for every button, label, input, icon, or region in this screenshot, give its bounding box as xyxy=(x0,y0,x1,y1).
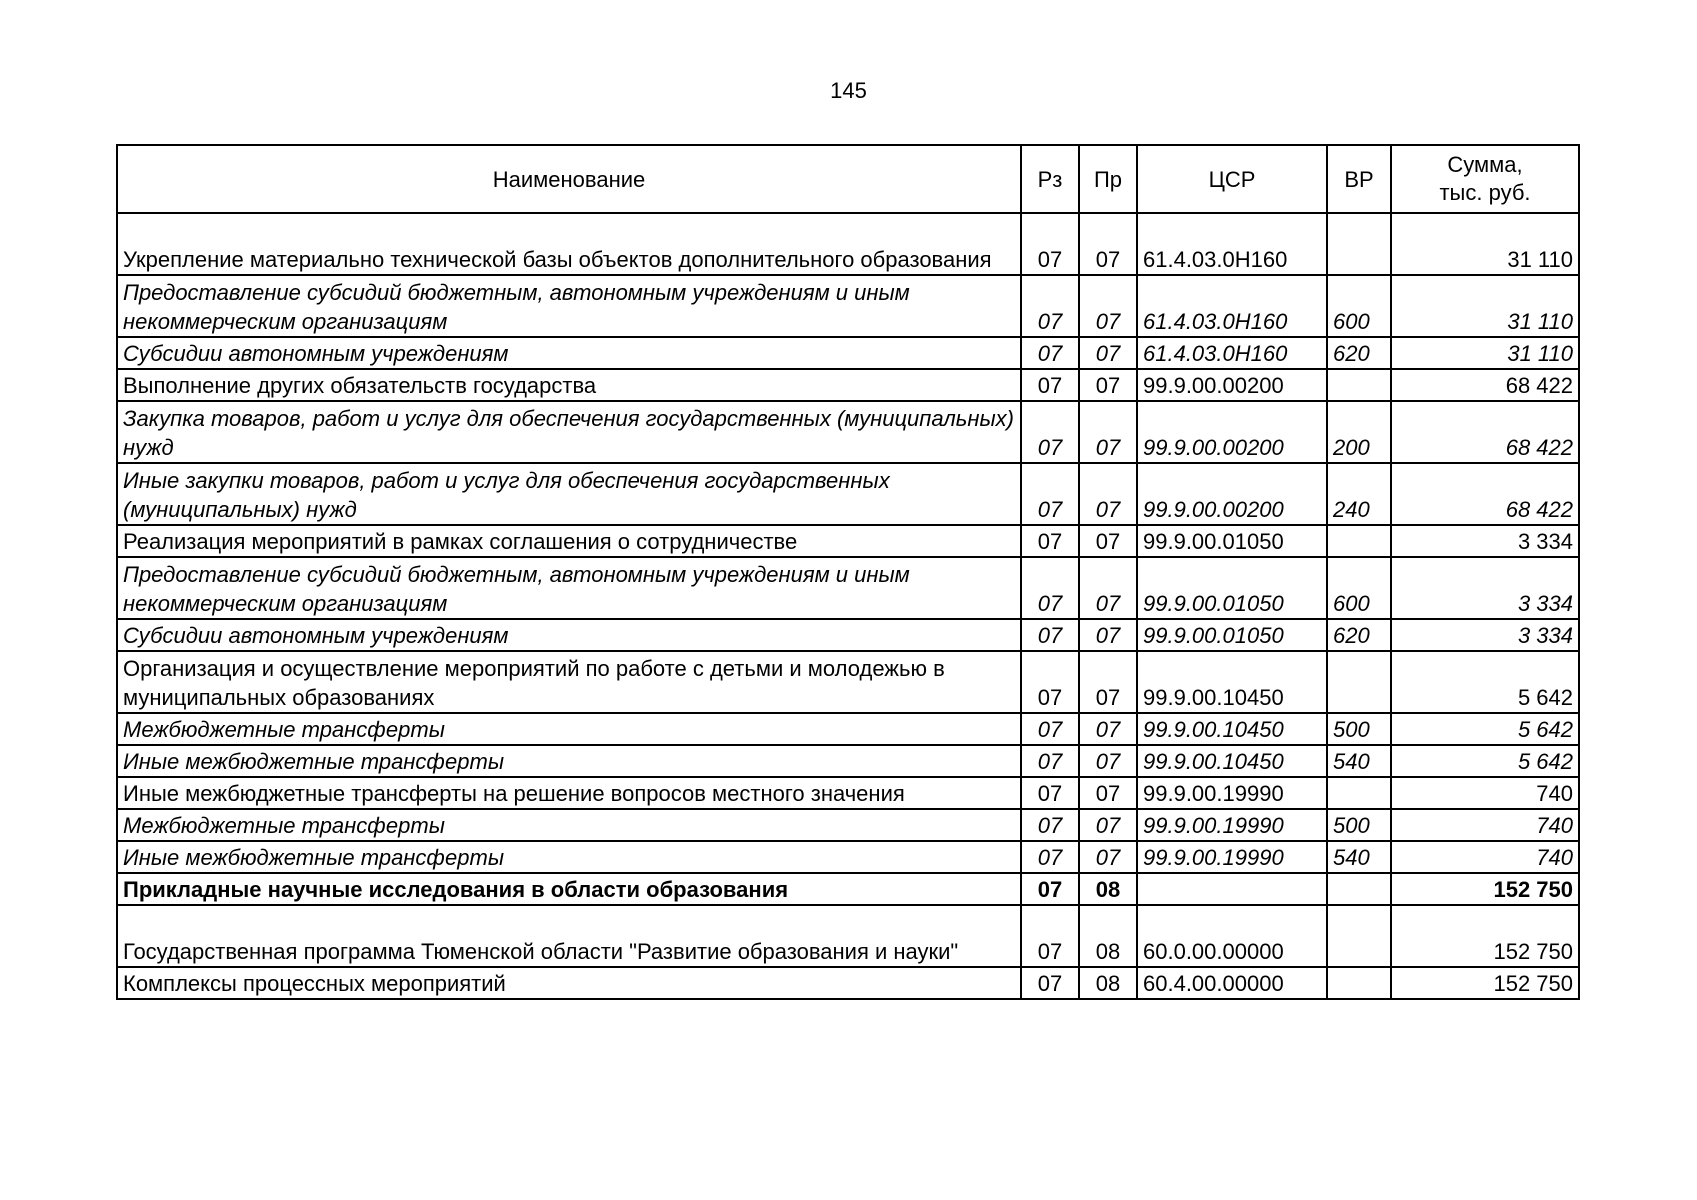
table-row xyxy=(117,619,1579,651)
cell-sum: 5 642 xyxy=(1391,713,1579,745)
cell-sum: 3 334 xyxy=(1391,525,1579,557)
cell-rz: 07 xyxy=(1021,651,1079,713)
cell-csr: 99.9.00.00200 xyxy=(1137,463,1327,525)
cell-csr: 99.9.00.01050 xyxy=(1137,619,1327,651)
cell-csr: 99.9.00.10450 xyxy=(1137,651,1327,713)
cell-vr xyxy=(1327,525,1391,557)
cell-rz: 07 xyxy=(1021,213,1079,275)
cell-name: Прикладные научные исследования в области образования xyxy=(117,873,1021,905)
cell-pr: 07 xyxy=(1079,619,1137,651)
cell-pr: 08 xyxy=(1079,905,1137,967)
cell-rz: 07 xyxy=(1021,275,1079,337)
cell-csr: 99.9.00.19990 xyxy=(1137,777,1327,809)
cell-vr xyxy=(1327,213,1391,275)
cell-pr: 07 xyxy=(1079,557,1137,619)
cell-rz: 07 xyxy=(1021,713,1079,745)
cell-pr: 07 xyxy=(1079,841,1137,873)
cell-sum: 152 750 xyxy=(1391,905,1579,967)
cell-csr: 99.9.00.19990 xyxy=(1137,841,1327,873)
table-header-row xyxy=(117,145,1579,213)
cell-rz: 07 xyxy=(1021,967,1079,999)
cell-name: Иные межбюджетные трансферты xyxy=(117,745,1021,777)
cell-sum: 68 422 xyxy=(1391,401,1579,463)
cell-rz: 07 xyxy=(1021,525,1079,557)
cell-csr: 60.4.00.00000 xyxy=(1137,967,1327,999)
cell-csr: 61.4.03.0Н160 xyxy=(1137,213,1327,275)
header-rz: Рз xyxy=(1021,145,1079,213)
header-vr: ВР xyxy=(1327,145,1391,213)
cell-name: Субсидии автономным учреждениям xyxy=(117,619,1021,651)
cell-name: Иные закупки товаров, работ и услуг для обеспечения государственных (муниципальных) нужд xyxy=(117,463,1021,525)
cell-vr xyxy=(1327,873,1391,905)
cell-vr: 620 xyxy=(1327,337,1391,369)
cell-pr: 07 xyxy=(1079,275,1137,337)
table-row xyxy=(117,713,1579,745)
cell-pr: 07 xyxy=(1079,809,1137,841)
cell-pr: 07 xyxy=(1079,713,1137,745)
cell-rz: 07 xyxy=(1021,463,1079,525)
cell-sum: 68 422 xyxy=(1391,463,1579,525)
cell-name: Государственная программа Тюменской области "Развитие образования и науки" xyxy=(117,905,1021,967)
cell-pr: 07 xyxy=(1079,777,1137,809)
cell-sum: 5 642 xyxy=(1391,651,1579,713)
table-row xyxy=(117,841,1579,873)
cell-pr: 07 xyxy=(1079,525,1137,557)
cell-sum: 740 xyxy=(1391,809,1579,841)
cell-sum: 31 110 xyxy=(1391,337,1579,369)
cell-name: Укрепление материально технической базы объектов дополнительного образования xyxy=(117,213,1021,275)
cell-rz: 07 xyxy=(1021,401,1079,463)
table-row xyxy=(117,463,1579,525)
cell-sum: 740 xyxy=(1391,777,1579,809)
page-number: 145 xyxy=(830,78,867,103)
table-row xyxy=(117,337,1579,369)
cell-rz: 07 xyxy=(1021,745,1079,777)
table-row xyxy=(117,557,1579,619)
cell-csr: 99.9.00.00200 xyxy=(1137,369,1327,401)
cell-pr: 07 xyxy=(1079,651,1137,713)
cell-csr: 61.4.03.0Н160 xyxy=(1137,337,1327,369)
table-row xyxy=(117,213,1579,275)
header-pr: Пр xyxy=(1079,145,1137,213)
cell-sum: 3 334 xyxy=(1391,557,1579,619)
cell-sum: 68 422 xyxy=(1391,369,1579,401)
cell-pr: 07 xyxy=(1079,369,1137,401)
cell-sum: 740 xyxy=(1391,841,1579,873)
cell-rz: 07 xyxy=(1021,337,1079,369)
cell-sum: 152 750 xyxy=(1391,873,1579,905)
cell-name: Выполнение других обязательств государства xyxy=(117,369,1021,401)
cell-name: Межбюджетные трансферты xyxy=(117,713,1021,745)
cell-name: Предоставление субсидий бюджетным, автономным учреждениям и иным некоммерческим организациям xyxy=(117,557,1021,619)
cell-csr: 99.9.00.10450 xyxy=(1137,745,1327,777)
cell-csr: 99.9.00.00200 xyxy=(1137,401,1327,463)
cell-vr: 540 xyxy=(1327,841,1391,873)
cell-vr xyxy=(1327,905,1391,967)
cell-rz: 07 xyxy=(1021,905,1079,967)
header-sum: Сумма, тыс. руб. xyxy=(1391,145,1579,213)
cell-pr: 07 xyxy=(1079,337,1137,369)
cell-name: Субсидии автономным учреждениям xyxy=(117,337,1021,369)
cell-name: Предоставление субсидий бюджетным, автономным учреждениям и иным некоммерческим организациям xyxy=(117,275,1021,337)
cell-csr: 99.9.00.19990 xyxy=(1137,809,1327,841)
cell-rz: 07 xyxy=(1021,619,1079,651)
cell-csr xyxy=(1137,873,1327,905)
cell-rz: 07 xyxy=(1021,809,1079,841)
cell-vr xyxy=(1327,777,1391,809)
cell-vr: 200 xyxy=(1327,401,1391,463)
cell-name: Иные межбюджетные трансферты на решение вопросов местного значения xyxy=(117,777,1021,809)
table-row xyxy=(117,777,1579,809)
cell-vr xyxy=(1327,369,1391,401)
cell-pr: 07 xyxy=(1079,463,1137,525)
cell-vr: 600 xyxy=(1327,275,1391,337)
budget-table xyxy=(116,144,1580,1000)
cell-rz: 07 xyxy=(1021,369,1079,401)
cell-pr: 07 xyxy=(1079,401,1137,463)
cell-sum: 31 110 xyxy=(1391,275,1579,337)
cell-sum: 152 750 xyxy=(1391,967,1579,999)
cell-pr: 07 xyxy=(1079,745,1137,777)
cell-vr xyxy=(1327,967,1391,999)
cell-vr: 600 xyxy=(1327,557,1391,619)
table-row xyxy=(117,275,1579,337)
header-csr: ЦСР xyxy=(1137,145,1327,213)
cell-rz: 07 xyxy=(1021,777,1079,809)
cell-vr xyxy=(1327,651,1391,713)
cell-name: Иные межбюджетные трансферты xyxy=(117,841,1021,873)
cell-sum: 31 110 xyxy=(1391,213,1579,275)
cell-pr: 08 xyxy=(1079,873,1137,905)
cell-vr: 240 xyxy=(1327,463,1391,525)
cell-csr: 60.0.00.00000 xyxy=(1137,905,1327,967)
cell-rz: 07 xyxy=(1021,841,1079,873)
table-row xyxy=(117,401,1579,463)
table-body xyxy=(117,213,1579,999)
table-row xyxy=(117,905,1579,967)
cell-sum: 5 642 xyxy=(1391,745,1579,777)
cell-pr: 08 xyxy=(1079,967,1137,999)
cell-name: Закупка товаров, работ и услуг для обеспечения государственных (муниципальных) нужд xyxy=(117,401,1021,463)
table-row xyxy=(117,525,1579,557)
cell-name: Межбюджетные трансферты xyxy=(117,809,1021,841)
cell-sum: 3 334 xyxy=(1391,619,1579,651)
table-row xyxy=(117,809,1579,841)
cell-vr: 500 xyxy=(1327,713,1391,745)
table-row xyxy=(117,873,1579,905)
table-row xyxy=(117,745,1579,777)
table-row xyxy=(117,967,1579,999)
cell-vr: 540 xyxy=(1327,745,1391,777)
cell-vr: 620 xyxy=(1327,619,1391,651)
cell-rz: 07 xyxy=(1021,557,1079,619)
cell-csr: 99.9.00.01050 xyxy=(1137,557,1327,619)
header-name: Наименование xyxy=(117,145,1021,213)
cell-csr: 61.4.03.0Н160 xyxy=(1137,275,1327,337)
table-row xyxy=(117,651,1579,713)
cell-vr: 500 xyxy=(1327,809,1391,841)
cell-csr: 99.9.00.01050 xyxy=(1137,525,1327,557)
cell-pr: 07 xyxy=(1079,213,1137,275)
cell-csr: 99.9.00.10450 xyxy=(1137,713,1327,745)
cell-name: Реализация мероприятий в рамках соглашения о сотрудничестве xyxy=(117,525,1021,557)
cell-rz: 07 xyxy=(1021,873,1079,905)
cell-name: Организация и осуществление мероприятий по работе с детьми и молодежью в муниципальных образованиях xyxy=(117,651,1021,713)
cell-name: Комплексы процессных мероприятий xyxy=(117,967,1021,999)
table-row xyxy=(117,369,1579,401)
